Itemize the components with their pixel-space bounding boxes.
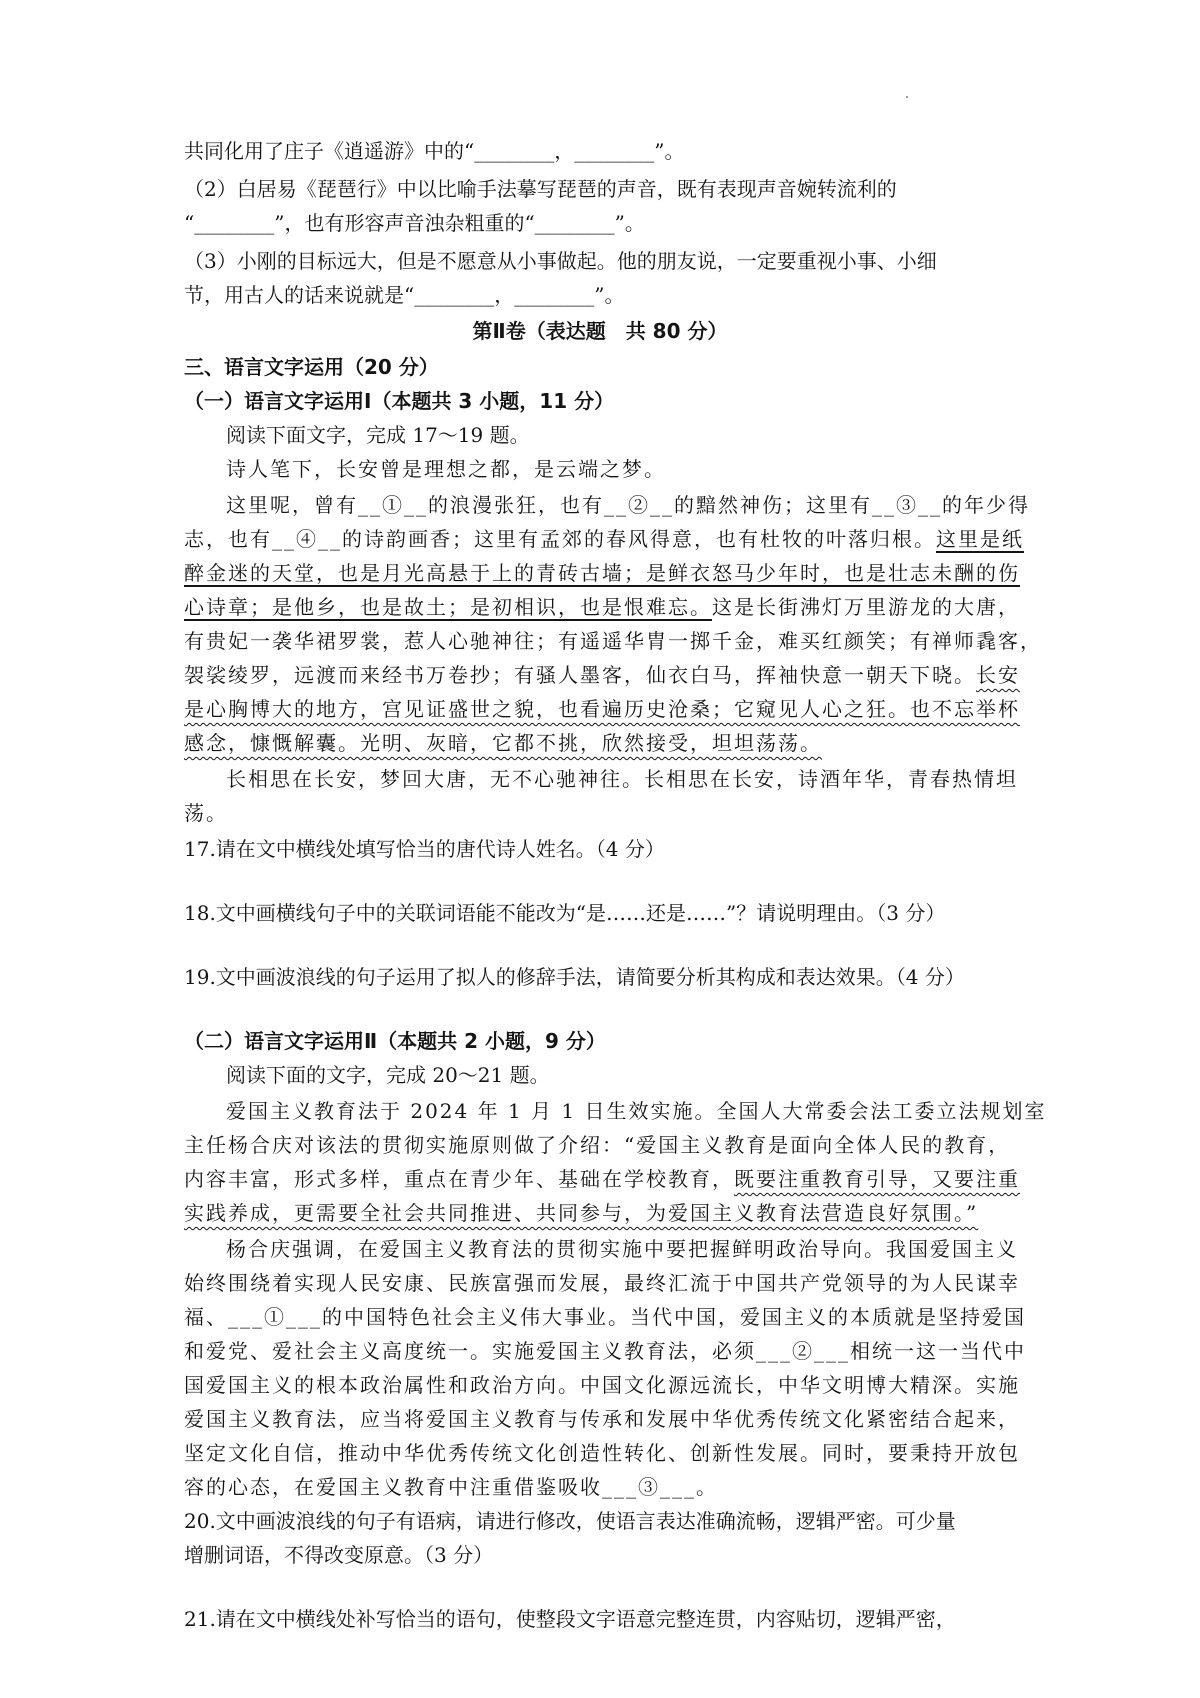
section-title: 三、语言文字运用（20 分） — [184, 355, 439, 379]
passage-line: 诗人笔下，长安曾是理想之都，是云端之梦。 — [226, 457, 666, 481]
wavy-sentence: 长安 — [976, 663, 1020, 687]
wavy-sentence: 感念，慷慨解囊。光明、灰暗，它都不挑，欣然接受，坦坦荡荡。 — [184, 731, 822, 755]
wavy-sentence: 是心胸博大的地方，宫见证盛世之貌，也看遍历史沧桑；它窥见人心之狂。也不忘举杯 — [184, 697, 1020, 721]
underlined-sentence: 这里是纸 — [936, 527, 1024, 551]
question-20: 20.文中画波浪线的句子有语病，请进行修改，使语言表达准确流畅，逻辑严密。可少量 — [184, 1509, 956, 1533]
passage-line: 容的心态，在爱国主义教育中注重借鉴吸收___③___。 — [184, 1475, 718, 1499]
question-18: 18.文中画横线句子中的关联词语能不能改为“是……还是……”？请说明理由。（3 分） — [184, 901, 946, 925]
text-line: 节，用古人的话来说就是“________，________”。 — [184, 283, 625, 307]
passage-line — [184, 660, 1020, 690]
scan-speck — [906, 96, 908, 98]
wavy-sentence: 实践养成，更需要全社会共同推进、共同参与，为爱国主义教育法营造良好氛围。” — [184, 1201, 979, 1225]
passage-segment: 志，也有__④__的诗韵画香；这里有孟郊的春风得意，也有杜牧的叶落归根。 — [184, 527, 936, 551]
passage-line: 始终围绕着实现人民安康、民族富强而发展，最终汇流于中国共产党领导的为人民谋幸 — [184, 1271, 1020, 1295]
passage-line: 这里呢，曾有__①__的浪漫张狂，也有__②__的黯然神伤；这里有__③__的年少得 — [226, 493, 1030, 517]
instruction: 阅读下面的文字，完成 20～21 题。 — [226, 1063, 550, 1087]
text-line: 共同化用了庄子《逍遥游》中的“________，________”。 — [184, 139, 685, 163]
passage-line: 福、___①___的中国特色社会主义伟大事业。当代中国，爱国主义的本质就是坚持爱国 — [184, 1305, 1026, 1329]
passage-line: 坚定文化自信，推动中华优秀传统文化创造性转化、创新性发展。同时，要秉持开放包 — [184, 1441, 1020, 1465]
passage-line: 杨合庆强调，在爱国主义教育法的贯彻实施中要把握鲜明政治导向。我国爱国主义 — [226, 1237, 1018, 1261]
text-line: “________”，也有形容声音浊杂粗重的“________”。 — [184, 211, 645, 235]
passage-line: 和爱党、爱社会主义高度统一。实施爱国主义教育法，必须___②___相统一这一当代中 — [184, 1339, 1026, 1363]
text-line: （3）小刚的目标远大，但是不愿意从小事做起。他的朋友说，一定要重视小事、小细 — [184, 249, 937, 273]
wavy-sentence: 既要注重教育引导，又要注重 — [734, 1167, 1020, 1191]
passage-segment: 内容丰富，形式多样，重点在青少年、基础在学校教育， — [184, 1167, 734, 1191]
instruction: 阅读下面文字，完成 17～19 题。 — [226, 423, 530, 447]
passage-line: 主任杨合庆对该法的贯彻实施原则做了介绍：“爱国主义教育是面向全体人民的教育， — [184, 1133, 1011, 1157]
text-line: （2）白居易《琵琶行》中以比喻手法摹写琵琶的声音，既有表现声音婉转流利的 — [184, 177, 897, 201]
subsection-title: （二）语言文字运用Ⅱ（本题共 2 小题，9 分） — [184, 1029, 606, 1053]
question-20-cont: 增删词语，不得改变原意。（3 分） — [184, 1543, 494, 1567]
question-19: 19.文中画波浪线的句子运用了拟人的修辞手法，请简要分析其构成和表达效果。（4 分） — [184, 965, 965, 989]
passage-line: 爱国主义教育法，应当将爱国主义教育与传承和发展中华优秀传统文化紧密结合起来， — [184, 1407, 1020, 1431]
passage-line: 国爱国主义的根本政治属性和政治方向。中国文化源远流长，中华文明博大精深。实施 — [184, 1373, 1020, 1397]
passage-segment: 这是长街沸灯万里游龙的大唐， — [712, 595, 1020, 619]
question-17: 17.请在文中横线处填写恰当的唐代诗人姓名。（4 分） — [184, 837, 665, 861]
passage-line: 荡。 — [184, 801, 228, 825]
underlined-sentence: 心诗章；是他乡，也是故土；是初相识，也是恨难忘。 — [184, 595, 712, 619]
passage-line — [184, 592, 1020, 622]
passage-line: 长相思在长安，梦回大唐，无不心驰神往。长相思在长安，诗酒年华，青春热情坦 — [226, 767, 1018, 791]
question-21: 21.请在文中横线处补写恰当的语句，使整段文字语意完整连贯，内容贴切，逻辑严密， — [184, 1607, 956, 1631]
passage-line — [184, 524, 1024, 554]
passage-line: 有贵妃一袭华裙罗裳，惹人心驰神往；有遥遥华胄一掷千金，难买红颜笑；有禅师毳客， — [184, 629, 1042, 653]
passage-line — [184, 1164, 1020, 1194]
passage-line: 爱国主义教育法于 2024 年 1 月 1 日生效实施。全国人大常委会法工委立法规划室 — [226, 1099, 1047, 1123]
volume-title: 第Ⅱ卷（表达题 共 80 分） — [472, 319, 728, 343]
underlined-sentence: 醉金迷的天堂，也是月光高悬于上的青砖古墙；是鲜衣怒马少年时，也是壮志未酬的伤 — [184, 561, 1020, 585]
subsection-title: （一）语言文字运用Ⅰ（本题共 3 小题，11 分） — [184, 389, 615, 413]
passage-segment: 袈裟绫罗，远渡而来经书万卷抄；有骚人墨客，仙衣白马，挥袖快意一朝天下晓。 — [184, 663, 976, 687]
